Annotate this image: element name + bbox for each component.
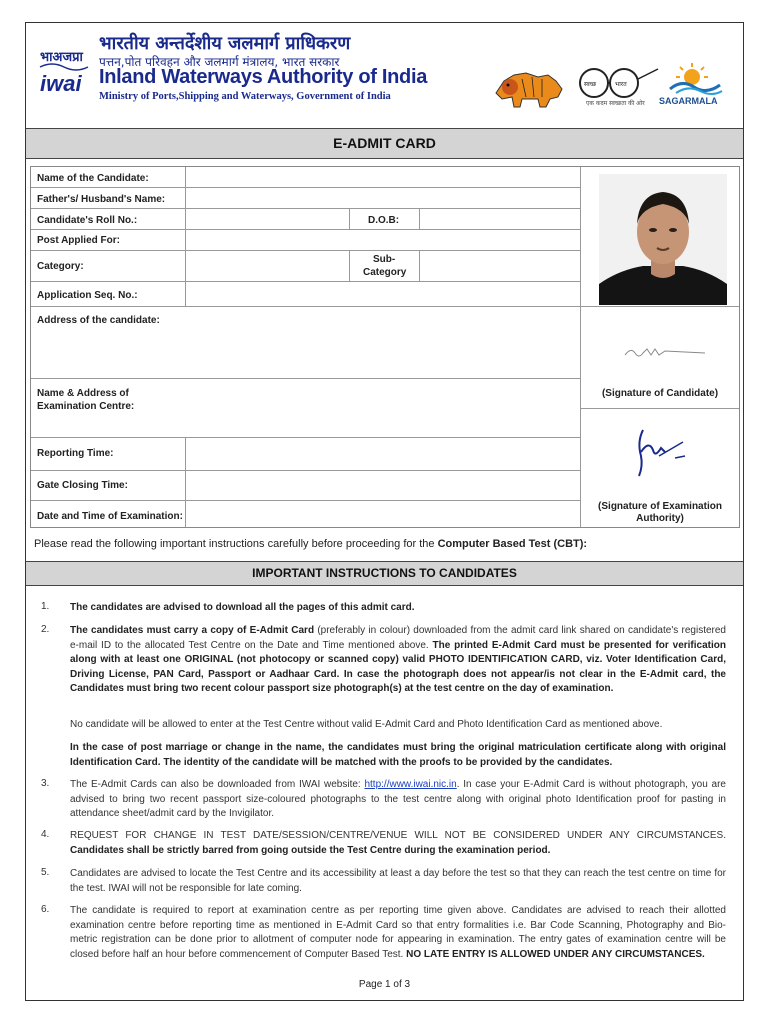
authority-signature-caption-2: Authority) — [636, 513, 684, 524]
appseq-label: Application Seq. No.: — [37, 290, 138, 301]
reporting-label: Reporting Time: — [37, 448, 114, 459]
subcat-label-1: Sub- — [373, 254, 396, 265]
category-label: Category: — [37, 261, 84, 272]
please-read-text: Please read the following important instructions carefully before proceeding for the — [34, 538, 438, 550]
sagarmala-label: SAGARMALA — [659, 96, 718, 106]
exam-centre-label-1: Name & Address of — [37, 388, 129, 399]
instruction-number: 2. — [41, 624, 50, 635]
admit-card-page — [25, 22, 744, 1001]
header-hindi-title: भारतीय अन्तर्देशीय जलमार्ग प्राधिकरण — [99, 33, 351, 54]
roll-value-cell — [186, 209, 350, 230]
logo-iwai-text: iwai — [40, 71, 82, 96]
father-value-cell — [186, 188, 581, 209]
instruction-2d-bold: In the case of post marriage or change in the name, the candidates must bring the original matriculation certificate along with original Identification Card. The identity of the candidate will be matched with the proofs to be provided by the candidates. — [70, 742, 726, 768]
dob-label: D.O.B: — [368, 215, 400, 226]
instruction-4b-bold: Candidates shall be strictly barred from going outside the Test Centre during the examination period. — [70, 844, 551, 856]
instruction-number: 1. — [41, 601, 50, 612]
page-number: Page 1 of 3 — [358, 979, 411, 990]
dob-value-cell — [420, 209, 581, 230]
father-label: Father's/ Husband's Name: — [37, 194, 166, 205]
candidate-details-table — [30, 166, 740, 528]
logo-hindi-text: भाअजप्रा — [40, 50, 83, 65]
instruction-3a-text: The E-Admit Cards can also be downloaded from IWAI website: — [70, 779, 365, 790]
instruction-number: 3. — [41, 778, 50, 789]
gate-value-cell — [186, 471, 581, 501]
instructions-title: IMPORTANT INSTRUCTIONS TO CANDIDATES — [26, 561, 743, 586]
address-label: Address of the candidate: — [37, 315, 160, 326]
authority-signature-caption-1: (Signature of Examination — [598, 501, 722, 512]
candidate-signature-image — [621, 337, 711, 367]
instruction-2a-bold: The candidates must carry a copy of E-Admit Card — [70, 625, 315, 636]
instruction-3b-text: . In case your E-Admit Card is without photograph, you are advised to bring two recent passport size-coloured photographs to the test centre along with original photo Identification proof for pasting in attendance sheet/admit card by the Invigilator. — [70, 779, 726, 820]
instruction-number: 6. — [41, 904, 50, 915]
gate-label: Gate Closing Time: — [37, 480, 128, 491]
instruction-4a-text: REQUEST FOR CHANGE IN TEST DATE/SESSION/CENTRE/VENUE WILL NOT BE CONSIDERED UNDER ANY CIRCUMSTANCES. — [70, 830, 726, 841]
instruction-6b-bold: NO LATE ENTRY IS ALLOWED UNDER ANY CIRCUMSTANCES. — [406, 948, 705, 960]
swachh-tagline: एक कदम स्वच्छता की ओर — [586, 100, 645, 107]
swachh-word2: भारत — [615, 81, 627, 88]
instruction-1-text: The candidates are advised to download all the pages of this admit card. — [70, 602, 415, 613]
subcat-value-cell — [420, 251, 581, 282]
name-value-cell — [186, 167, 581, 188]
post-label: Post Applied For: — [37, 235, 120, 246]
authority-signature-image — [631, 422, 701, 482]
iwai-logo — [38, 41, 90, 101]
subcat-label-2: Category — [363, 267, 407, 278]
instruction-2c-text: No candidate will be allowed to enter at the Test Centre without valid E-Admit Card and Photo Identification Card as mentioned above. — [70, 719, 663, 730]
post-value-cell — [186, 230, 581, 251]
swachh-word1: स्वच्छ — [584, 81, 597, 88]
please-read-note — [34, 538, 587, 550]
appseq-value-cell — [186, 282, 581, 307]
instruction-number: 5. — [41, 867, 50, 878]
please-read-bold: Computer Based Test (CBT): — [437, 538, 588, 550]
candidate-photo — [599, 174, 727, 305]
admit-card-title: E-ADMIT CARD — [26, 128, 743, 159]
category-value-cell — [186, 251, 350, 282]
name-label: Name of the Candidate: — [37, 173, 149, 184]
exam-centre-label-2: Examination Centre: — [37, 401, 135, 412]
iwai-website-link[interactable]: http://www.iwai.nic.in — [364, 779, 457, 790]
instruction-5-text: Candidates are advised to locate the Test Centre and its accessibility at least a day before the test so that they can reach the test centre on time for the test. IWAI will not be responsible for late coming. — [70, 868, 726, 894]
header — [26, 23, 743, 127]
roll-label: Candidate's Roll No.: — [37, 215, 138, 226]
instruction-2a-text: (preferably in colour) downloaded from the admit card link shared on candidate's registered e-mail ID to the allocated Test Centre on the Date and Time mentioned above. — [70, 625, 726, 651]
instruction-6a-text: The candidate is required to report at examination centre as per reporting time given above. Candidates are advised to reach their allotted examination centre before reporting time as mentioned in E-Admit Card so that entry formalities i.e. Bar Code Scanning, Photography and Bio-metric registration can be done prior to allotment of computer node for appearing in examination. The entry gates of examination centre will be closed before half an hour before commencement of Computer Based Test. — [70, 905, 726, 960]
datetime-label: Date and Time of Examination: — [37, 511, 183, 522]
header-english-ministry: Ministry of Ports,Shipping and Waterways, Government of India — [99, 91, 391, 102]
datetime-value-cell — [186, 501, 581, 527]
make-in-india-lion-icon — [492, 63, 570, 111]
instruction-number: 4. — [41, 829, 50, 840]
instruction-2b-bold: The printed E-Admit Card must be presented for verification along with at least one ORIGINAL (not photocopy or scanned copy) valid PHOTO IDENTIFICATION CARD, viz. Voter Identification Card, Driving License, PAN Card, Passport or Aadhaar Card. In case the photograph does not appear/is not clear in the E-Admit card, the Candidates must bring two recent colour passport size photograph(s) at the test centre on the day of examination. — [70, 639, 726, 695]
header-hindi-ministry: पत्तन,पोत परिवहन और जलमार्ग मंत्रालय, भारत सरकार — [99, 55, 340, 69]
sagarmala-logo-icon — [662, 61, 726, 97]
reporting-value-cell — [186, 438, 581, 471]
header-english-title: Inland Waterways Authority of India — [99, 66, 428, 88]
candidate-signature-caption: (Signature of Candidate) — [601, 388, 719, 399]
